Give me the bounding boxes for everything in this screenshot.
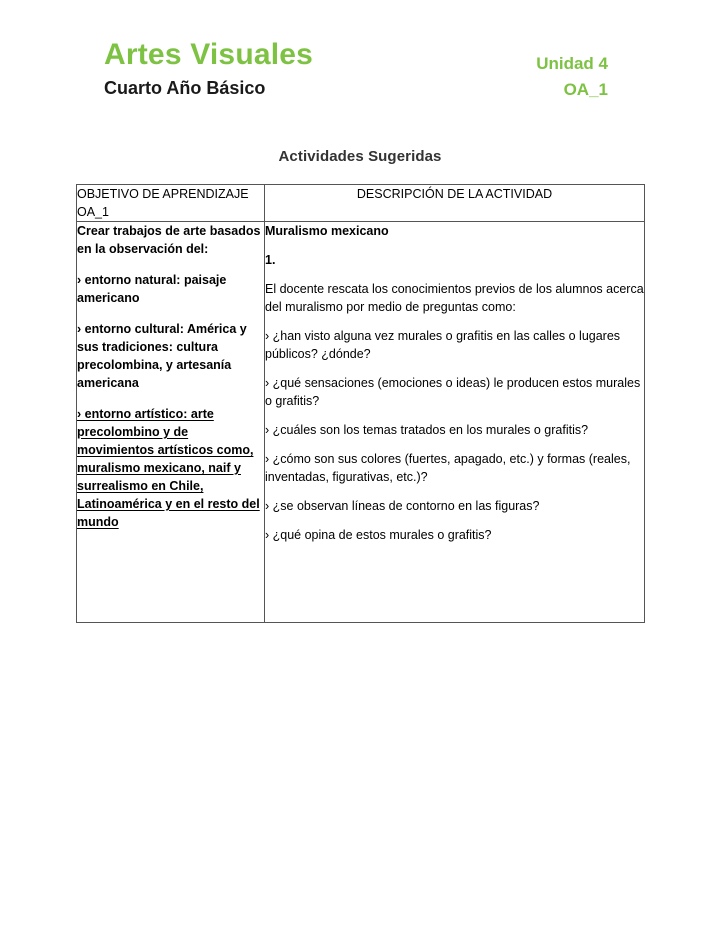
- description-cell: [265, 222, 645, 623]
- unit-label: Unidad 4: [536, 54, 608, 73]
- activity-question: › ¿han visto alguna vez murales o grafitis en las calles o lugares públicos? ¿dónde?: [265, 329, 621, 361]
- activity-number: 1.: [265, 253, 276, 267]
- activity-title: Muralismo mexicano: [265, 224, 389, 238]
- page-subtitle: Cuarto Año Básico: [104, 78, 266, 98]
- column-header-description: DESCRIPCIÓN DE LA ACTIVIDAD: [265, 185, 645, 222]
- activity-question: › ¿se observan líneas de contorno en las figuras?: [265, 499, 540, 513]
- table-header-row: [77, 185, 645, 222]
- objective-intro: Crear trabajos de arte basados en la observación del:: [77, 224, 261, 256]
- activities-table: [76, 184, 645, 623]
- column-header-objective: OBJETIVO DE APRENDIZAJE OA_1: [77, 185, 265, 222]
- objective-item: › entorno natural: paisaje americano: [77, 273, 227, 305]
- page-title: Artes Visuales: [104, 38, 314, 71]
- activity-intro: El docente rescata los conocimientos previos de los alumnos acerca del muralismo por medio de preguntas como:: [265, 282, 644, 314]
- table-row: [77, 222, 645, 623]
- activity-question: › ¿qué opina de estos murales o grafitis?: [265, 528, 492, 542]
- oa-label: OA_1: [563, 80, 608, 99]
- objective-item: › entorno cultural: América y sus tradiciones: cultura precolombina, y artesanía americana: [77, 322, 247, 390]
- objective-item-highlighted: › entorno artístico: arte precolombino y de movimientos artísticos como, muralismo mexicano, naif y surrealismo en Chile, Latinoamérica y en el resto del mundo: [77, 407, 260, 529]
- activity-question: › ¿qué sensaciones (emociones o ideas) le producen estos murales o grafitis?: [265, 376, 641, 408]
- section-heading: Actividades Sugeridas: [278, 148, 442, 165]
- objective-cell: [77, 222, 265, 623]
- document-header: [76, 38, 644, 114]
- header-title-group: [104, 38, 313, 100]
- activity-question: › ¿cómo son sus colores (fuertes, apagado, etc.) y formas (reales, inventadas, figurativas, etc.)?: [265, 452, 631, 484]
- header-unit-group: [536, 52, 608, 101]
- activity-question: › ¿cuáles son los temas tratados en los murales o grafitis?: [265, 423, 589, 437]
